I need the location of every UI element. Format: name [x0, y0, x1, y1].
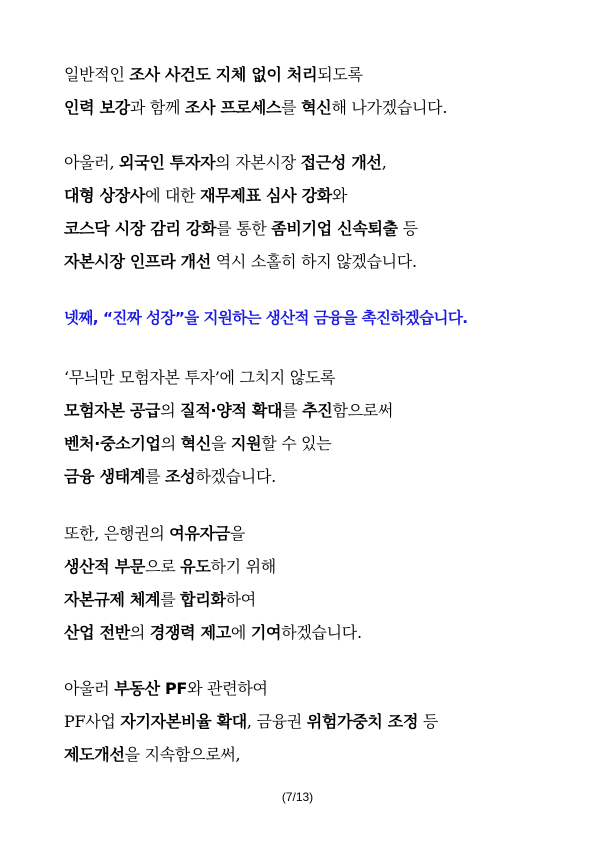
body-text: 를: [282, 401, 303, 420]
body-text: 하겠습니다.: [195, 467, 276, 486]
emphasized-text: 좀비기업 신속퇴출: [271, 219, 398, 238]
emphasized-text: 추진: [302, 401, 333, 420]
body-text: 해 나가겠습니다.: [331, 98, 448, 117]
emphasized-text: 부동산 PF: [114, 679, 188, 698]
emphasized-text: 위험가중치 조정: [306, 712, 419, 731]
emphasized-text: 조사 사건도 지체 없이 처리: [129, 65, 318, 84]
body-text: 아울러: [64, 679, 115, 698]
body-text: 를: [145, 467, 166, 486]
body-text: 을: [210, 434, 231, 453]
body-text: 할 수 있는: [261, 434, 332, 453]
text-line: [64, 179, 564, 212]
body-text: 역시 소홀히 하지 않겠습니다.: [210, 252, 417, 271]
page-number: (7/13): [281, 790, 314, 804]
text-line: [64, 361, 564, 394]
emphasized-text: 기여: [250, 623, 282, 642]
emphasized-text: 지원: [230, 434, 262, 453]
body-text: 와: [331, 186, 348, 205]
body-text: 하기 위해: [210, 557, 276, 576]
body-text: PF사업: [64, 712, 121, 731]
text-line: [64, 616, 564, 649]
emphasized-text: 질적·양적 확대: [180, 401, 283, 420]
emphasized-text: 경쟁력 제고: [149, 623, 231, 642]
emphasized-text: 조성: [165, 467, 196, 486]
body-text: 또한, 은행권의: [64, 524, 170, 543]
emphasized-text: 합리화: [180, 590, 226, 609]
text-line: [64, 550, 564, 583]
paragraph-market-infrastructure: [64, 146, 564, 278]
body-text: 와 관련하여: [187, 679, 268, 698]
text-line: [64, 58, 564, 91]
emphasized-text: 산업 전반: [64, 623, 130, 642]
body-text: 되도록: [317, 65, 363, 84]
body-text: ‘무늬만 모험자본 투자’에 그치지 않도록: [64, 368, 336, 387]
body-text: 를: [160, 590, 181, 609]
body-text: 의: [129, 623, 150, 642]
paragraph-bank-capital-rules: [64, 517, 564, 649]
emphasized-text: 금융 생태계: [64, 467, 146, 486]
text-line: [64, 738, 564, 771]
emphasized-text: 넷째, “진짜 성장”을 지원하는 생산적 금융을 촉진하겠습니다.: [64, 309, 468, 327]
body-text: 를 통한: [216, 219, 272, 238]
emphasized-text: 외국인 투자자: [119, 153, 216, 172]
emphasized-text: 유도: [180, 557, 211, 576]
emphasized-text: 혁신: [180, 434, 211, 453]
body-text: 등: [397, 219, 418, 238]
emphasized-text: 여유자금: [169, 524, 230, 543]
text-line: [64, 672, 564, 705]
text-line: [64, 705, 564, 738]
paragraph-venture-capital: [64, 361, 564, 493]
emphasized-text: 자본규제 체계: [64, 590, 161, 609]
text-line: [64, 146, 564, 179]
body-text: 하여: [225, 590, 256, 609]
emphasized-text: 인력 보강: [64, 98, 130, 117]
emphasized-text: 혁신: [301, 98, 332, 117]
emphasized-text: 제도개선: [64, 745, 125, 764]
section-heading-productive-finance: [64, 302, 564, 335]
text-line: [64, 427, 564, 460]
text-line: [64, 212, 564, 245]
text-line: [64, 91, 564, 124]
body-text: 함으로써: [332, 401, 394, 420]
text-line: [64, 460, 564, 493]
body-text: , 금융권: [246, 712, 307, 731]
text-line: [64, 583, 564, 616]
emphasized-text: 대형 상장사: [64, 186, 146, 205]
paragraph-real-estate-pf: [64, 672, 564, 771]
body-text: 의 자본시장: [215, 153, 301, 172]
emphasized-text: 벤처·중소기업: [64, 434, 161, 453]
body-text: ,: [381, 153, 387, 172]
body-text: 등: [418, 712, 439, 731]
emphasized-text: 자기자본비율 확대: [120, 712, 247, 731]
emphasized-text: 코스닥 시장 감리 강화: [64, 219, 217, 238]
body-text: 으로: [145, 557, 181, 576]
emphasized-text: 접근성 개선: [300, 153, 382, 172]
body-text: 일반적인: [64, 65, 130, 84]
body-text: 과 함께: [129, 98, 185, 117]
emphasized-text: 조사 프로세스: [184, 98, 282, 117]
paragraph-investigation-process: [64, 58, 564, 124]
body-text: 의: [160, 434, 181, 453]
heading-line: [64, 302, 564, 335]
text-line: [64, 394, 564, 427]
body-text: 를: [281, 98, 302, 117]
emphasized-text: 모험자본 공급: [64, 401, 161, 420]
body-text: 을: [229, 524, 246, 543]
emphasized-text: 재무제표 심사 강화: [200, 186, 332, 205]
text-line: [64, 245, 564, 278]
body-text: 아울러,: [64, 153, 120, 172]
text-line: [64, 517, 564, 550]
body-text: 에 대한: [145, 186, 201, 205]
body-text: 의: [160, 401, 181, 420]
body-text: 을 지속함으로써,: [124, 745, 241, 764]
body-text: 하겠습니다.: [281, 623, 362, 642]
body-text: 에: [230, 623, 251, 642]
emphasized-text: 자본시장 인프라 개선: [64, 252, 211, 271]
emphasized-text: 생산적 부문: [64, 557, 146, 576]
